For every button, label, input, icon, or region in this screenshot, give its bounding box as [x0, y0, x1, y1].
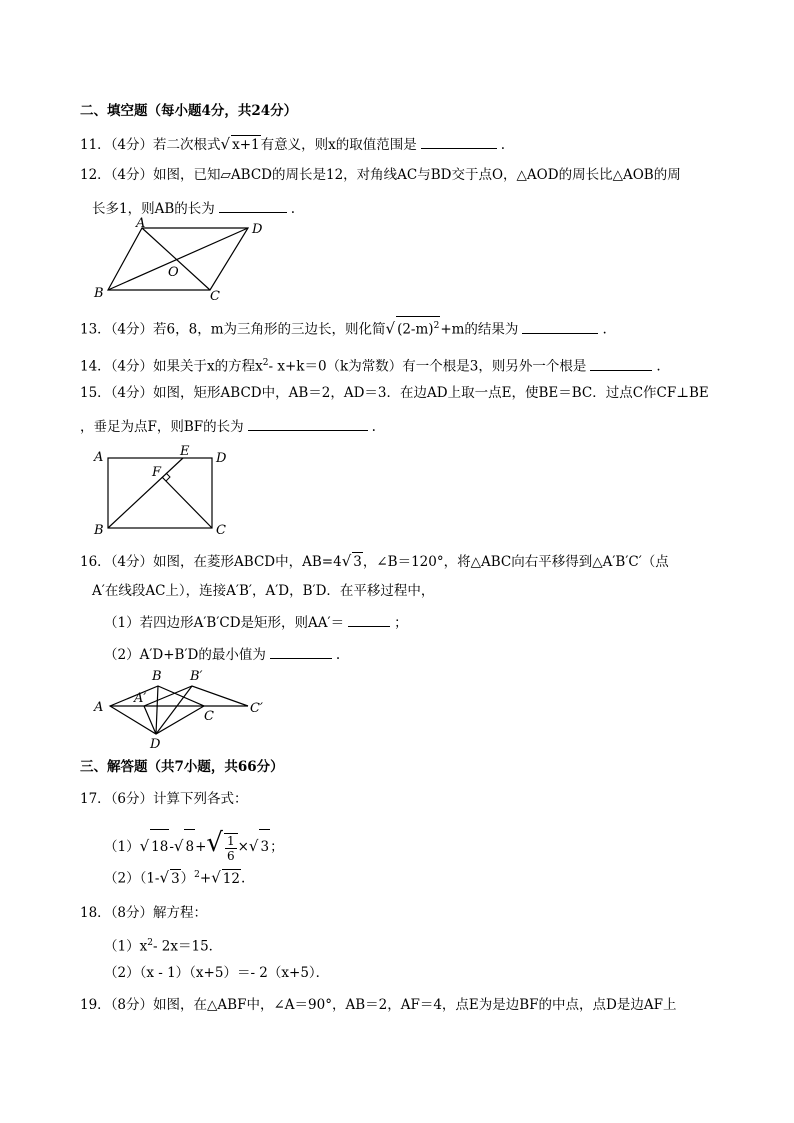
- question-17-part1: （1）√ 18-√ 8+√ $\frac{1}{6}$ ×√ 3；: [104, 828, 284, 863]
- question-15-line1: 15．（4分）如图，矩形ABCD中，AB＝2，AD＝3．在边AD上取一点E，使BE＝BC．过点C作CF⊥BE: [80, 385, 709, 401]
- label-a: A: [94, 450, 104, 465]
- label-a: A: [136, 216, 146, 231]
- sqrt-icon: √: [206, 828, 223, 858]
- sqrt-icon: √: [139, 837, 150, 855]
- sqrt-icon: √: [173, 837, 184, 855]
- question-12-line2: 长多1，则AB的长为 .: [92, 198, 295, 218]
- figure-rectangle: [88, 440, 238, 540]
- label-a: A: [94, 700, 104, 715]
- sqrt-icon: √: [385, 319, 396, 338]
- question-18: 18．（8分）解方程：: [80, 905, 208, 921]
- question-15-line2: ，垂足为点F，则BF的长为 .: [80, 416, 376, 436]
- question-11: 11．（4分）若二次根式√ x+1有意义，则x的取值范围是 .: [80, 135, 506, 153]
- label-d: D: [252, 222, 263, 237]
- label-c-prime: C′: [250, 701, 263, 716]
- answer-blank-12[interactable]: [219, 198, 287, 213]
- section-solve-title: 三、解答题（共7小题，共66分）: [80, 759, 284, 775]
- question-12-line1: 12．（4分）如图，已知▱ABCD的周长是12，对角线AC与BD交于点O，△AOD的周长比△AOB的周: [80, 167, 681, 183]
- question-18-part2: （2）（x - 1）（x+5）＝- 2（x+5）．: [104, 965, 330, 981]
- question-16-sub1: （1）若四边形A′B′CD是矩形，则AA′＝ ；: [104, 612, 408, 632]
- label-a-prime: A′: [134, 691, 147, 706]
- label-b: B: [94, 523, 104, 538]
- figure-rhombus: [88, 664, 278, 754]
- sqrt-icon: √: [248, 837, 259, 855]
- figure-parallelogram: [88, 214, 278, 304]
- section-fill-in-title: 二、填空题（每小题4分，共24分）: [80, 103, 298, 119]
- label-b-prime: B′: [190, 669, 203, 684]
- label-c: C: [204, 709, 214, 724]
- question-19: 19．（8分）如图，在△ABF中，∠A＝90°，AB＝2，AF＝4，点E为是边BF的中点，点D是边AF上: [80, 997, 677, 1013]
- label-o: O: [168, 265, 179, 280]
- label-c: C: [210, 289, 220, 304]
- question-14: 14．（4分）如果关于x的方程$x^2-$ x+k＝0（k为常数）有一个根是3，则另外一个根是 .: [80, 354, 661, 376]
- answer-blank-16-1[interactable]: [348, 612, 390, 627]
- sqrt-icon: √: [220, 135, 231, 153]
- label-e: E: [180, 444, 190, 459]
- answer-blank-16-2[interactable]: [270, 644, 332, 659]
- sqrt-icon: √: [211, 868, 221, 887]
- answer-blank-13[interactable]: [522, 319, 598, 334]
- label-c: C: [216, 523, 226, 538]
- question-18-part1: $(1)x^2-$ 2x＝15．: [104, 938, 223, 955]
- answer-blank-15[interactable]: [248, 416, 368, 431]
- label-d: D: [216, 451, 227, 466]
- label-b: B: [94, 286, 104, 301]
- answer-blank-14[interactable]: [590, 356, 652, 371]
- label-d: D: [150, 737, 161, 752]
- answer-blank-11[interactable]: [421, 134, 497, 149]
- label-b: B: [152, 669, 162, 684]
- question-17-part2: （2）（1-√ 3）$^2$+√ 12.: [104, 868, 246, 887]
- question-16-sub2: （2）A′D+B′D的最小值为 .: [104, 644, 340, 664]
- question-16-line1: 16．（4分）如图，在菱形ABCD中，AB=4√ 3，∠B＝120°，将△ABC向右平移得到△A′B′C′（点: [80, 552, 669, 570]
- sqrt-icon: √: [341, 552, 352, 570]
- label-f: F: [152, 465, 162, 480]
- question-17: 17．（6分）计算下列各式：: [80, 791, 248, 807]
- question-13: 13．（4分）若6，8，m为三角形的三边长，则化简√ $(2-m)^2+m$的结果为 .: [80, 316, 607, 339]
- sqrt-icon: √: [159, 868, 170, 887]
- question-16-line2: A′在线段AC上），连接A′B′，A′D，B′D．在平移过程中，: [92, 583, 435, 599]
